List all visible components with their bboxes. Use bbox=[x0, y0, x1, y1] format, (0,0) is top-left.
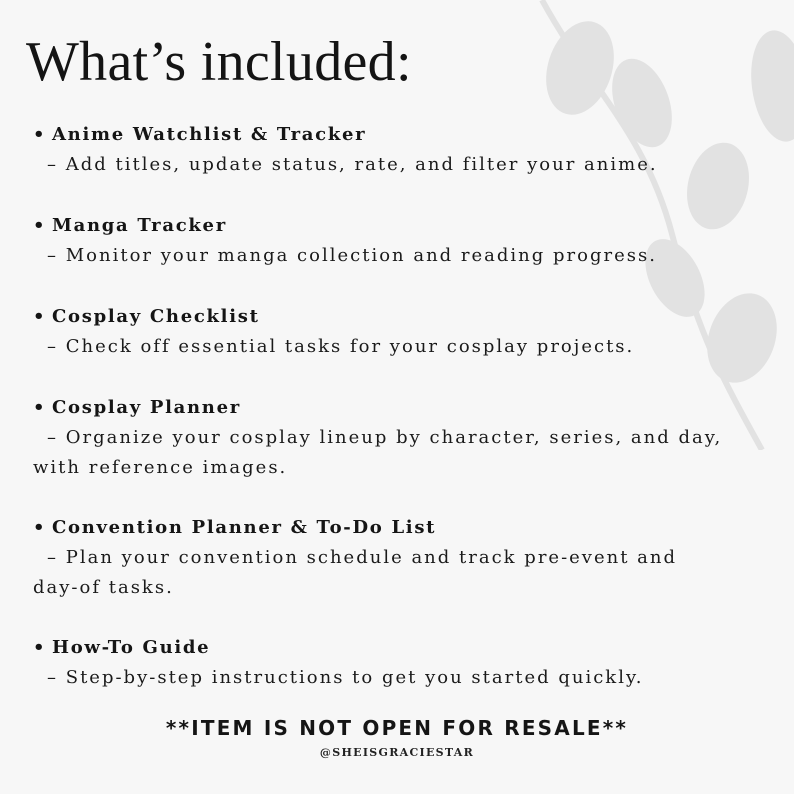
item-title-text: Convention Planner & To-Do List bbox=[52, 517, 437, 538]
item-title bbox=[33, 633, 723, 663]
item-title bbox=[33, 211, 723, 241]
resale-notice: **ITEM IS NOT OPEN FOR RESALE** bbox=[165, 716, 629, 740]
item-description-text: Plan your convention schedule and track pre-event and day-of tasks. bbox=[33, 547, 678, 598]
item-description-text: Organize your cosplay lineup by character, series, and day, with reference images. bbox=[33, 427, 723, 478]
bullet-icon: • bbox=[33, 397, 47, 418]
dash-icon: – bbox=[47, 245, 58, 266]
item-description bbox=[33, 332, 723, 362]
item-title bbox=[33, 393, 723, 423]
included-item-manga-tracker bbox=[33, 211, 723, 271]
dash-icon: – bbox=[47, 154, 58, 175]
bullet-icon: • bbox=[33, 124, 47, 145]
item-description bbox=[33, 241, 723, 271]
item-title-text: How-To Guide bbox=[52, 637, 211, 658]
bullet-icon: • bbox=[33, 517, 47, 538]
bullet-icon: • bbox=[33, 306, 47, 327]
item-title-text: Cosplay Planner bbox=[52, 397, 241, 418]
page-title: What’s included: bbox=[26, 31, 412, 93]
item-description bbox=[33, 423, 723, 483]
item-description bbox=[33, 663, 723, 693]
item-description-text: Step-by-step instructions to get you started quickly. bbox=[65, 667, 644, 688]
item-title bbox=[33, 120, 723, 150]
item-title-text: Cosplay Checklist bbox=[52, 306, 260, 327]
included-item-how-to-guide bbox=[33, 633, 723, 693]
item-description-text: Add titles, update status, rate, and filter your anime. bbox=[65, 154, 658, 175]
item-description-text: Check off essential tasks for your cosplay projects. bbox=[65, 336, 635, 357]
item-description bbox=[33, 543, 723, 603]
social-handle: @SHEISGRACIESTAR bbox=[319, 746, 475, 759]
item-title bbox=[33, 513, 723, 543]
dash-icon: – bbox=[47, 667, 58, 688]
bullet-icon: • bbox=[33, 637, 47, 658]
bullet-icon: • bbox=[33, 215, 47, 236]
dash-icon: – bbox=[47, 427, 58, 448]
included-item-convention-planner bbox=[33, 513, 723, 603]
included-item-anime-watchlist bbox=[33, 120, 723, 180]
dash-icon: – bbox=[47, 336, 58, 357]
included-item-cosplay-planner bbox=[33, 393, 723, 483]
included-item-cosplay-checklist bbox=[33, 302, 723, 362]
item-title bbox=[33, 302, 723, 332]
item-description bbox=[33, 150, 723, 180]
item-title-text: Manga Tracker bbox=[52, 215, 227, 236]
item-title-text: Anime Watchlist & Tracker bbox=[52, 124, 367, 145]
dash-icon: – bbox=[47, 547, 58, 568]
item-description-text: Monitor your manga collection and reading progress. bbox=[65, 245, 657, 266]
